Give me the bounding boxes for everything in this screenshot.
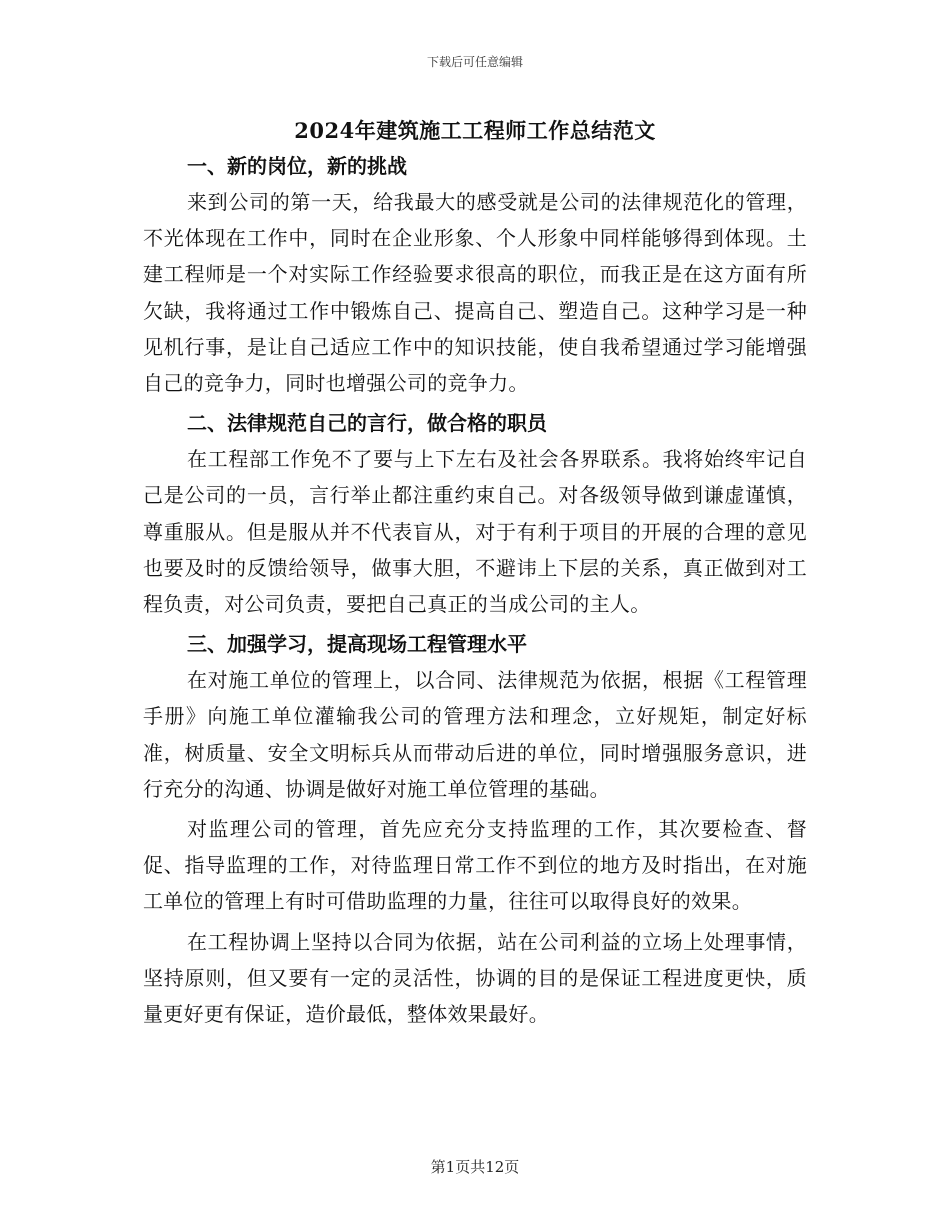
page-number-footer: 第1页共12页 bbox=[430, 1158, 520, 1176]
document-body bbox=[143, 148, 807, 1032]
section-3-paragraph-3: 在工程协调上坚持以合同为依据，站在公司利益的立场上处理事情，坚持原则，但又要有一定的灵活性，协调的目的是保证工程进度更快，质量更好更有保证，造价最低，整体效果最好。 bbox=[143, 929, 807, 1027]
section-heading-3: 三、加强学习，提高现场工程管理水平 bbox=[187, 632, 527, 657]
page-header-note: 下载后可任意编辑 bbox=[426, 55, 523, 69]
section-1-paragraph-1: 来到公司的第一天，给我最大的感受就是公司的法律规范化的管理，不光体现在工作中，同时在企业形象、个人形象中同样能够得到体现。土建工程师是一个对实际工作经验要求很高的职位，而我正是在这方面有所欠缺，我将通过工作中锻炼自己、提高自己、塑造自己。这种学习是一种见机行事，是让自己适应工作中的知识技能，使自我希望通过学习能增强自己的竞争力，同时也增强公司的竞争力。 bbox=[143, 190, 807, 396]
section-heading-2: 二、法律规范自己的言行，做合格的职员 bbox=[187, 411, 547, 436]
section-3-paragraph-1: 在对施工单位的管理上，以合同、法律规范为依据，根据《工程管理手册》向施工单位灌输我公司的管理方法和理念，立好规矩，制定好标准，树质量、安全文明标兵从而带动后进的单位，同时增强服务意识，进行充分的沟通、协调是做好对施工单位管理的基础。 bbox=[143, 668, 807, 801]
section-2-paragraph-1: 在工程部工作免不了要与上下左右及社会各界联系。我将始终牢记自己是公司的一员，言行举止都注重约束自己。对各级领导做到谦虚谨慎，尊重服从。但是服从并不代表盲从，对于有利于项目的开展的合理的意见也要及时的反馈给领导，做事大胆，不避讳上下层的关系，真正做到对工程负责，对公司负责，要把自己真正的当成公司的主人。 bbox=[143, 447, 807, 617]
document-title: 2024年建筑施工工程师工作总结范文 bbox=[294, 118, 656, 143]
section-heading-1: 一、新的岗位，新的挑战 bbox=[187, 154, 407, 178]
section-3-paragraph-2: 对监理公司的管理，首先应充分支持监理的工作，其次要检查、督促、指导监理的工作，对待监理日常工作不到位的地方及时指出，在对施工单位的管理上有时可借助监理的力量，往往可以取得良好的效果。 bbox=[143, 817, 807, 914]
